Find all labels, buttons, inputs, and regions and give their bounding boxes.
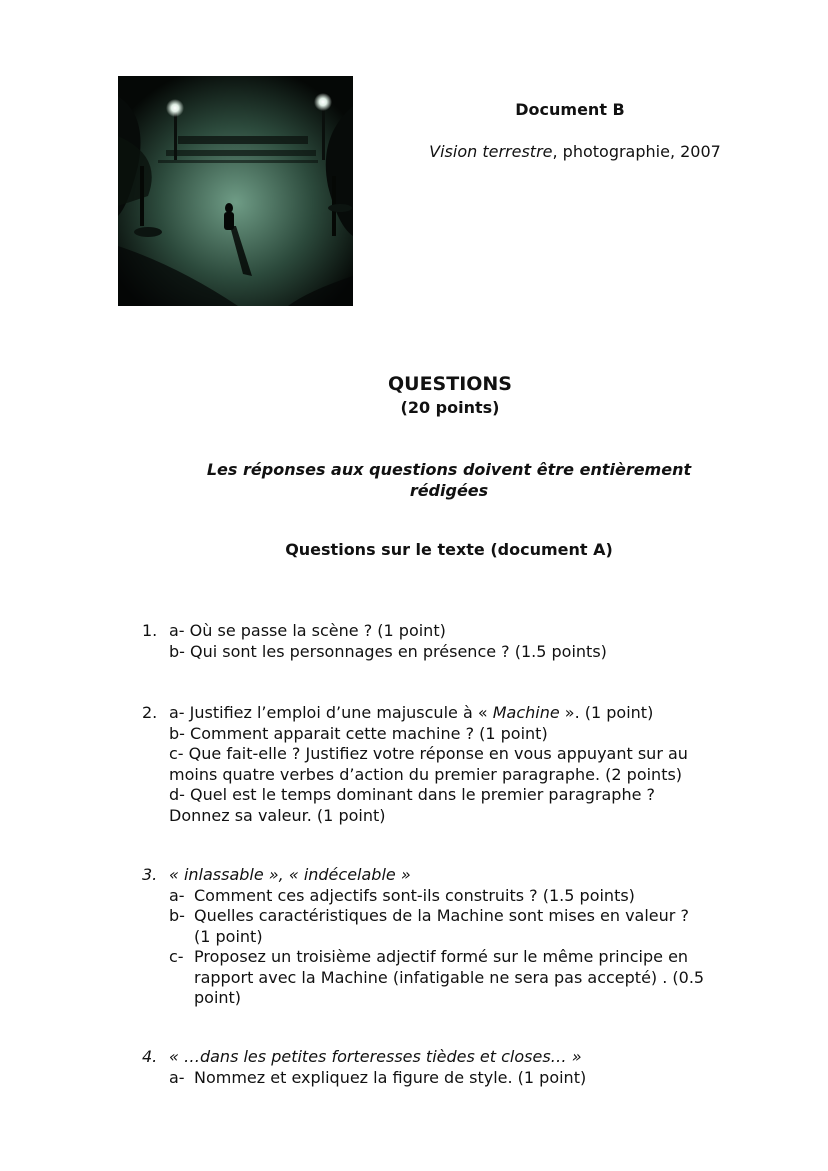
item-letter: b-	[169, 906, 185, 925]
section-title: Questions sur le texte (document A)	[285, 540, 613, 559]
question-number: 3.	[142, 865, 158, 884]
item-letter: a-	[169, 1067, 185, 1087]
question-item	[169, 1068, 762, 1089]
question-item: c- Que fait-elle ? Justifiez votre réponse en vous appuyant sur au	[169, 744, 688, 763]
night-scene-illustration	[118, 76, 353, 306]
item-letter: c-	[169, 947, 184, 966]
questions-points: (20 points)	[400, 398, 500, 417]
question-number: 4.	[142, 1047, 158, 1066]
photograph	[118, 76, 353, 306]
question-number: 1.	[142, 621, 158, 640]
question-number: 2.	[142, 703, 158, 722]
question-item	[169, 703, 762, 724]
instructions-line: Les réponses aux questions doivent être entièrement	[206, 460, 692, 479]
question-item	[169, 947, 762, 1009]
item-letter: a-	[169, 885, 185, 905]
question-quote: « inlassable », « indécelable »	[169, 865, 411, 884]
item-text-continued: (1 point)	[194, 926, 263, 946]
item-text: Comment ces adjectifs sont-ils construits ? (1.5 points)	[194, 885, 635, 905]
question-item: d- Quel est le temps dominant dans le premier paragraphe ?	[169, 785, 656, 804]
item-text-continued: rapport avec la Machine (infatigable ne sera pas accepté) . (0.5	[194, 967, 705, 987]
questions-heading: QUESTIONS	[387, 373, 512, 395]
item-text: Quelles caractéristiques de la Machine sont mises en valeur ?	[194, 906, 689, 925]
question-item-continued: moins quatre verbes d’action du premier paragraphe. (2 points)	[169, 764, 683, 784]
instructions-line: rédigées	[409, 481, 489, 500]
question-item-text: ». (1 point)	[559, 703, 654, 722]
question-2	[142, 703, 762, 826]
question-4	[142, 1047, 762, 1088]
item-text: Nommez et expliquez la figure de style. (1 point)	[194, 1067, 587, 1087]
question-quote: « …dans les petites forteresses tièdes et closes… »	[169, 1047, 582, 1066]
item-text: Proposez un troisième adjectif formé sur le même principe en	[194, 947, 689, 966]
photo-caption	[395, 142, 755, 161]
question-1	[142, 621, 762, 662]
photo-caption-title: Vision terrestre	[429, 142, 553, 161]
question-item-text: a- Justifiez l’emploi d’une majuscule à «	[169, 703, 493, 722]
question-item-continued: Donnez sa valeur. (1 point)	[169, 805, 386, 825]
question-item: b- Qui sont les personnages en présence ? (1.5 points)	[169, 641, 607, 661]
question-3	[142, 865, 762, 1009]
question-item	[169, 906, 762, 947]
item-text-continued: point)	[194, 988, 242, 1007]
question-item-emphasis: Machine	[492, 703, 560, 722]
photo-caption-details: , photographie, 2007	[552, 142, 721, 161]
question-item: a- Où se passe la scène ? (1 point)	[169, 621, 446, 640]
instructions	[190, 459, 708, 501]
question-item: b- Comment apparait cette machine ? (1 point)	[169, 723, 548, 743]
document-label: Document B	[515, 100, 625, 119]
question-item	[169, 886, 762, 907]
